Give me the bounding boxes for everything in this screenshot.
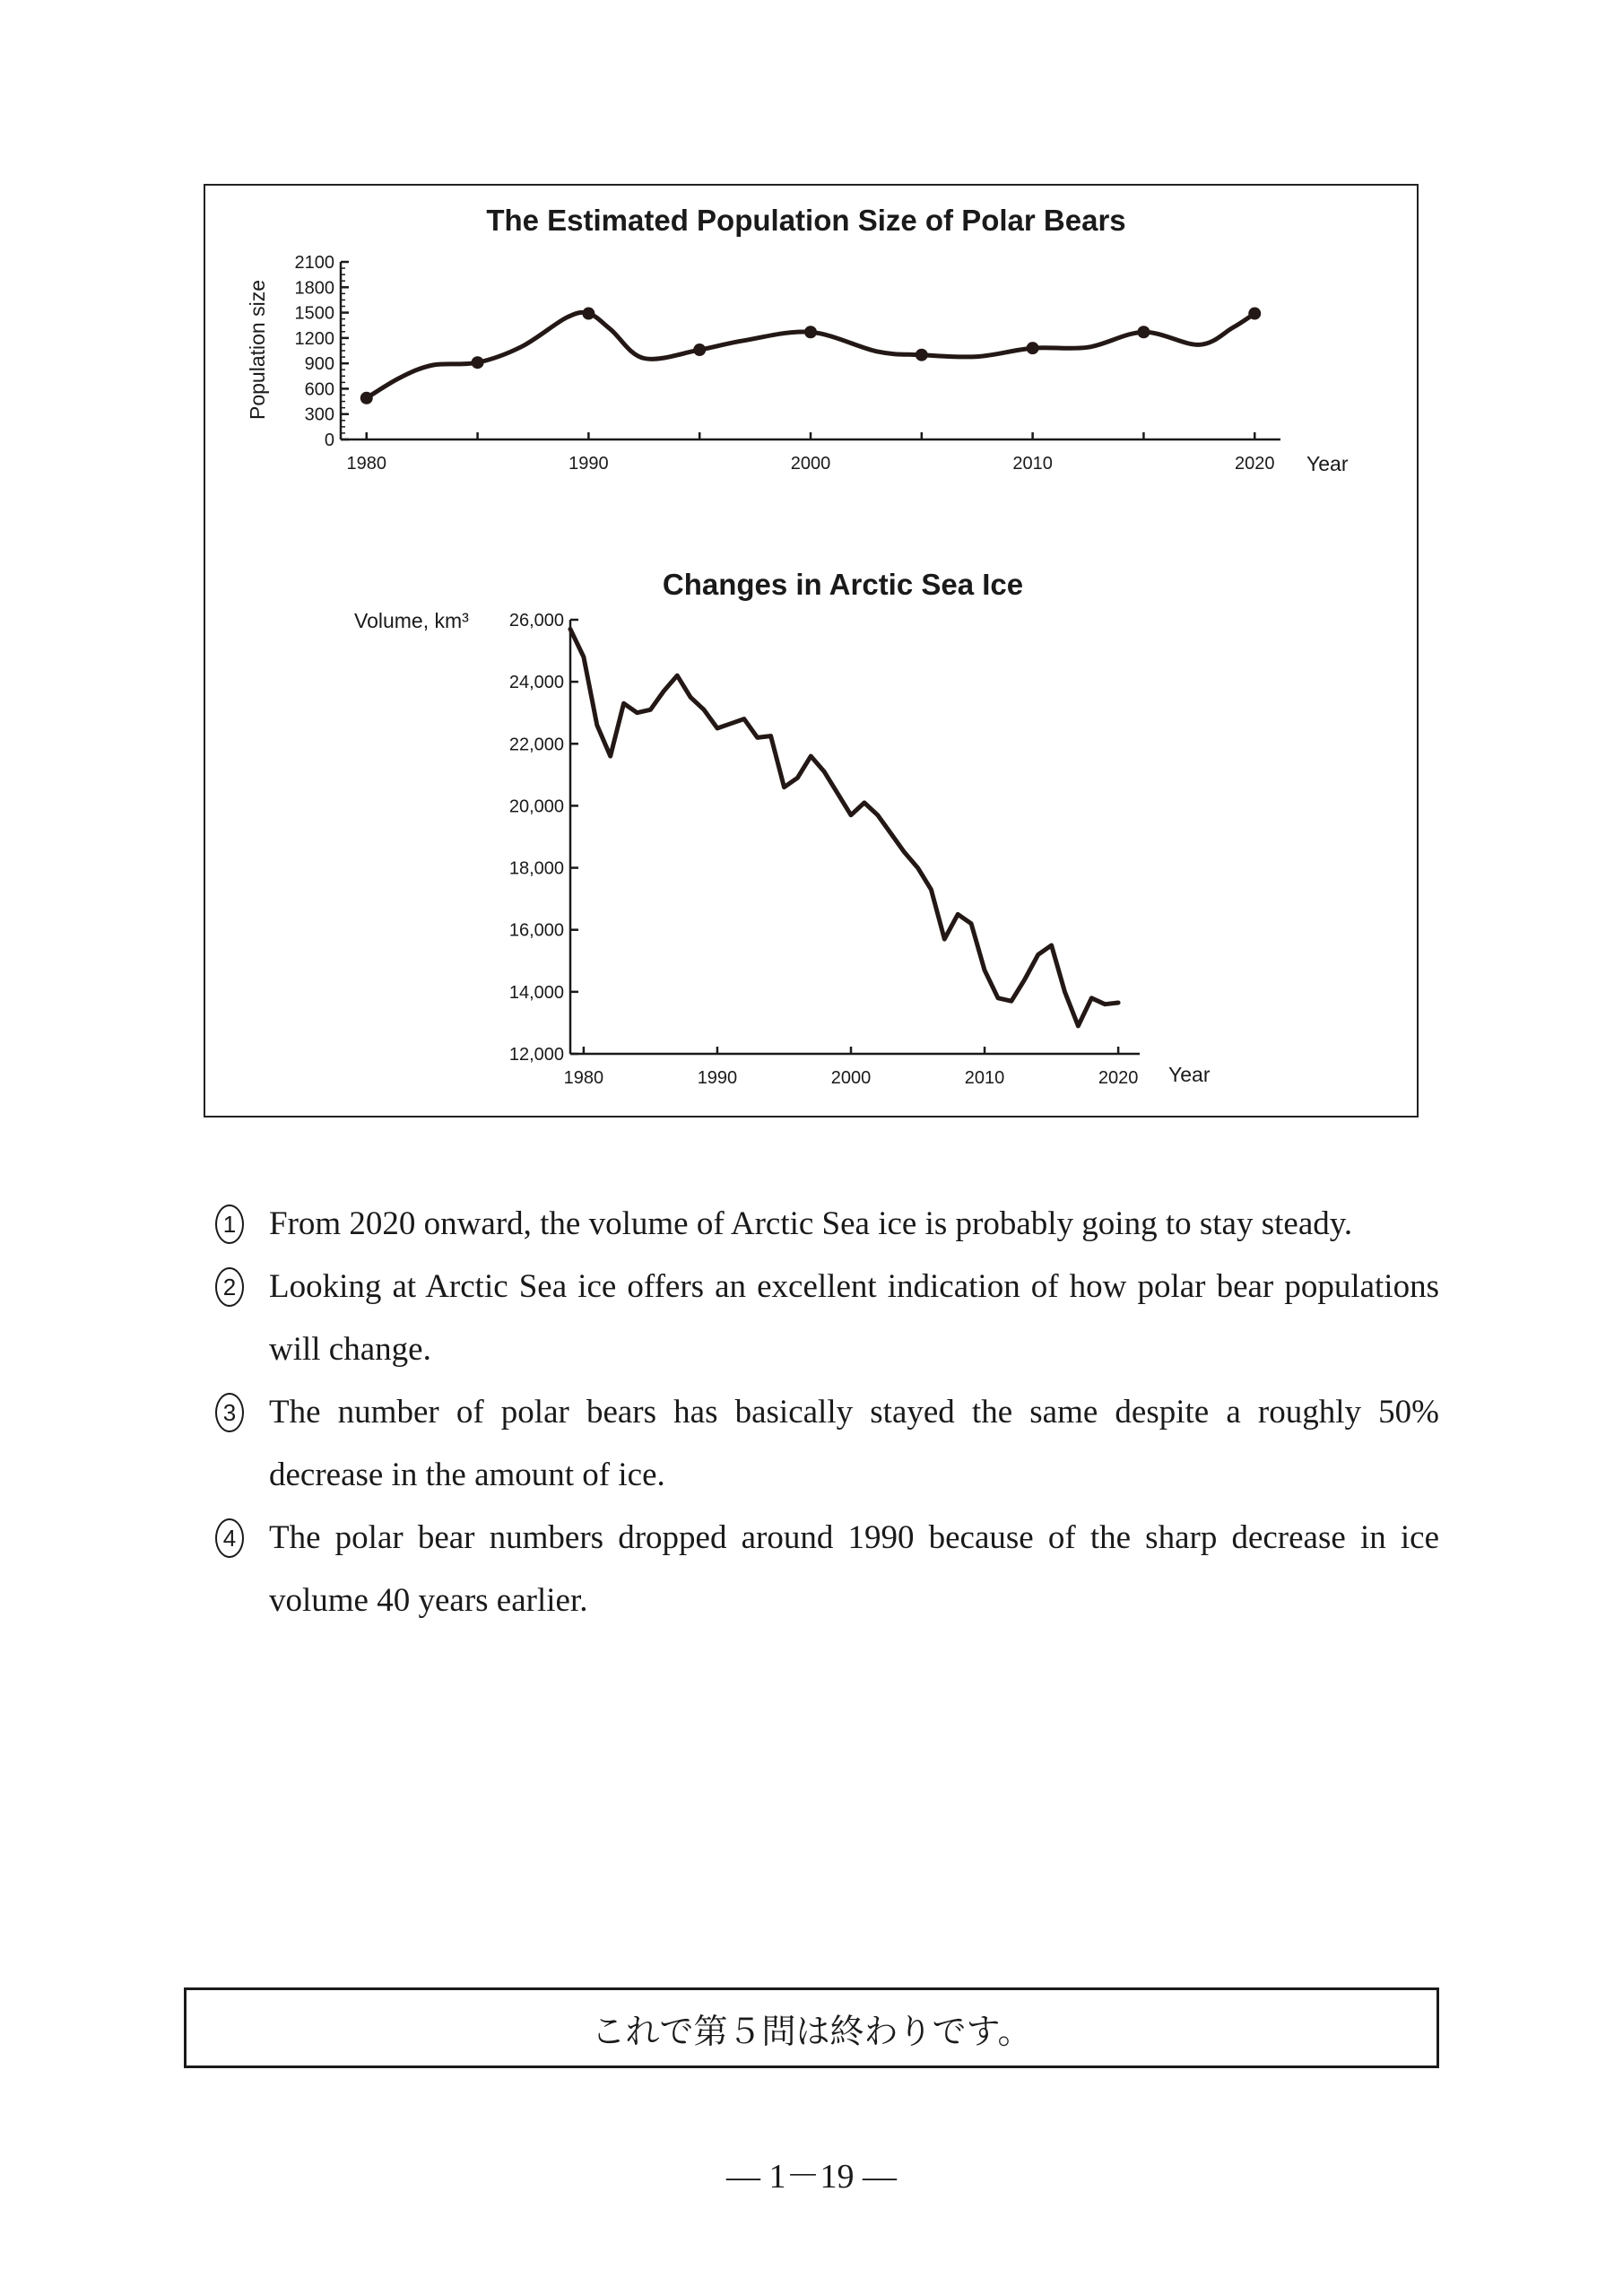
y-tick-label: 22,000 [508,735,564,755]
option-1 [215,1193,1439,1256]
arctic-sea-ice-chart [354,568,1211,1088]
option-number-4: 4 [215,1518,244,1558]
x-tick-label: 1980 [563,1068,604,1088]
chart1-title: The Estimated Population Size of Polar Bears [486,204,1126,237]
option-text-2: Looking at Arctic Sea ice offers an excellent indication of how polar bear populations will change. [269,1268,1439,1368]
option-3 [215,1381,1439,1507]
x-tick-label: 2010 [964,1068,1005,1088]
y-tick-label: 1800 [294,278,334,299]
data-point-marker [1027,342,1039,354]
option-number-1: 1 [215,1205,244,1244]
x-tick-label: 2000 [830,1068,872,1088]
y-tick-label: 600 [304,379,334,400]
chart2-x-axis-label: Year [1168,1063,1211,1086]
y-tick-label: 1200 [294,328,334,349]
data-point-marker [1248,308,1261,320]
data-point-marker [693,344,706,356]
data-point-marker [1137,326,1150,338]
data-point-marker [916,349,928,361]
chart1-y-axis-label: Population size [246,280,269,420]
x-tick-label: 2000 [790,454,831,474]
figure-box [204,184,1419,1118]
chart2-series-line [570,629,1118,1026]
option-number-3: 3 [215,1393,244,1432]
end-of-question-box [184,1987,1439,2068]
charts-svg [205,186,1420,1119]
option-text-3: The number of polar bears has basically stayed the same despite a roughly 50% decrease in the amount of ice. [269,1394,1439,1493]
y-tick-label: 1500 [294,303,334,324]
y-tick-label: 12,000 [508,1045,564,1065]
option-text-1: From 2020 onward, the volume of Arctic Sea ice is probably going to stay steady. [269,1205,1353,1242]
y-tick-label: 16,000 [508,920,564,941]
y-tick-label: 20,000 [508,796,564,817]
y-tick-label: 0 [324,430,334,450]
data-point-marker [582,308,595,320]
x-tick-label: 2020 [1098,1068,1139,1088]
y-tick-label: 2100 [294,253,334,273]
option-number-2: 2 [215,1267,244,1307]
option-text-4: The polar bear numbers dropped around 1990 because of the sharp decrease in ice volume 40 years earlier. [269,1519,1439,1619]
chart1-series-line [367,312,1254,397]
answer-options [215,1193,1439,1632]
polar-bear-population-chart [246,204,1349,475]
y-tick-label: 900 [304,354,334,375]
end-note-text: これで第５問は終わりです。 [591,2011,1032,2051]
option-2 [215,1256,1439,1381]
page-number: — 1－19 — [725,2158,897,2196]
data-point-marker [804,326,817,338]
data-point-marker [472,356,484,369]
x-tick-label: 1990 [568,454,609,474]
chart2-y-axis-label: Volume, km³ [354,609,469,632]
x-tick-label: 2010 [1012,454,1053,474]
option-4 [215,1507,1439,1632]
y-tick-label: 26,000 [508,611,564,631]
y-tick-label: 18,000 [508,858,564,879]
x-tick-label: 1980 [346,454,387,474]
y-tick-label: 24,000 [508,673,564,693]
x-tick-label: 1990 [697,1068,738,1088]
chart1-x-axis-label: Year [1306,452,1349,475]
y-tick-label: 14,000 [508,982,564,1003]
data-point-marker [360,392,373,404]
chart2-title: Changes in Arctic Sea Ice [662,568,1024,601]
x-tick-label: 2020 [1234,454,1275,474]
y-tick-label: 300 [304,404,334,425]
